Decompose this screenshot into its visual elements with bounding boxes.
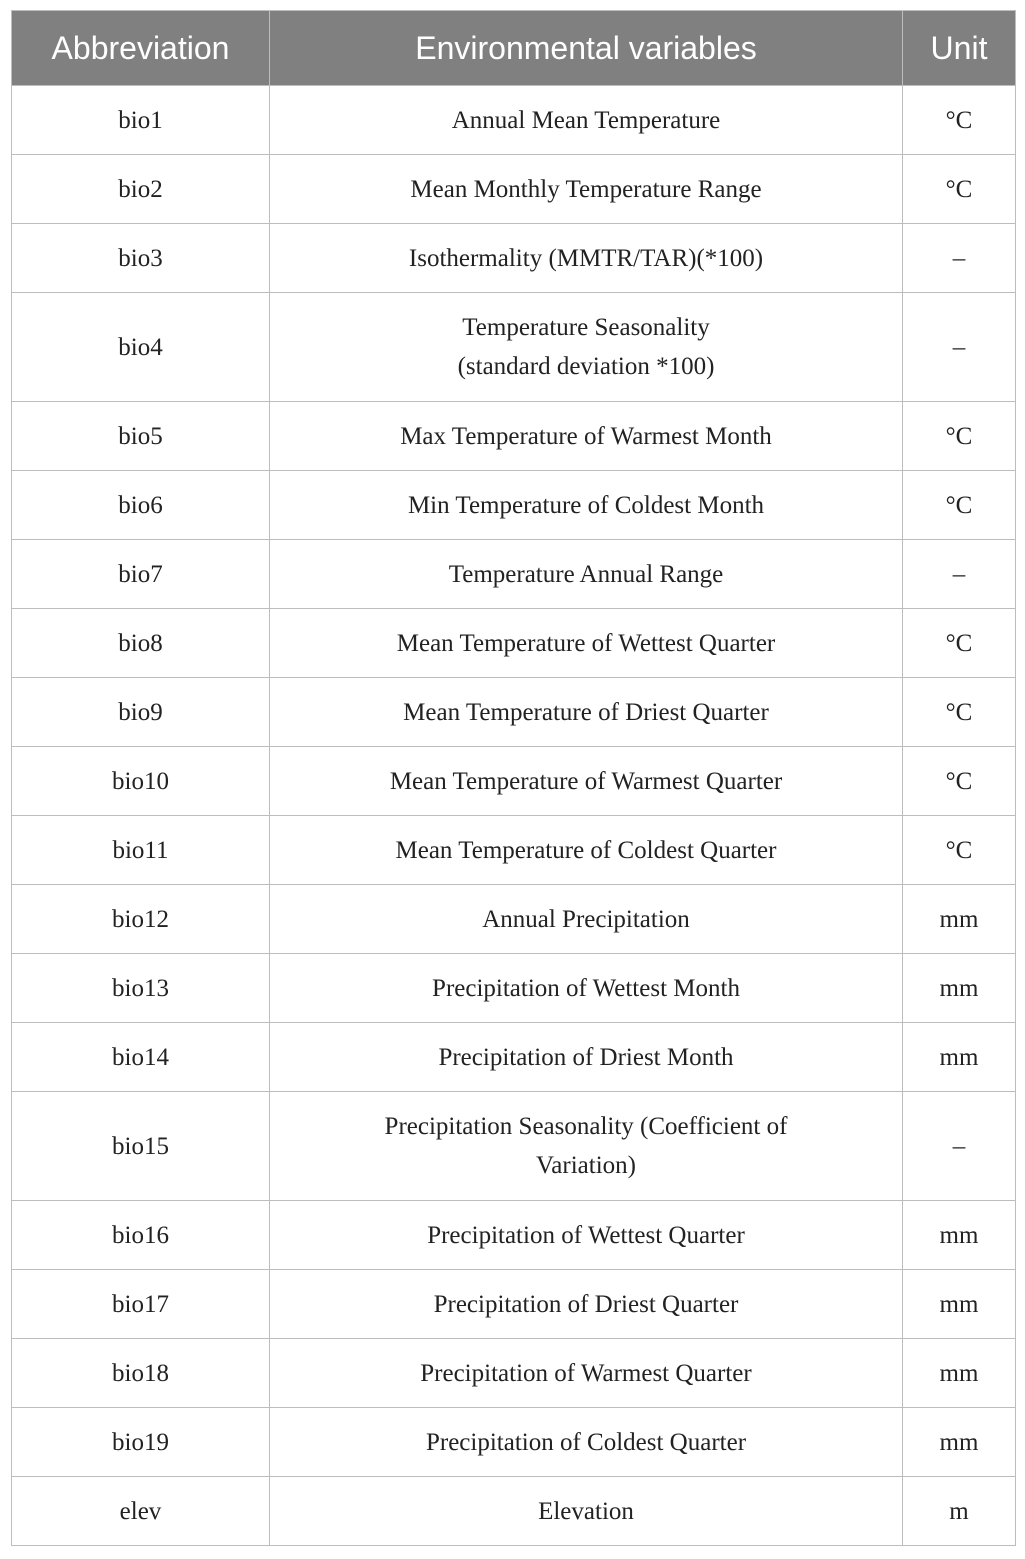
unit-cell: °C bbox=[903, 816, 1016, 885]
unit-cell: mm bbox=[903, 1408, 1016, 1477]
header-row bbox=[12, 11, 1016, 86]
variable-cell: Precipitation of Driest Quarter bbox=[270, 1270, 903, 1339]
abbreviation-cell: bio18 bbox=[12, 1339, 270, 1408]
table-row bbox=[12, 885, 1016, 954]
table-row bbox=[12, 293, 1016, 402]
abbreviation-cell: bio7 bbox=[12, 540, 270, 609]
unit-cell: – bbox=[903, 224, 1016, 293]
unit-cell: mm bbox=[903, 1023, 1016, 1092]
table-row bbox=[12, 678, 1016, 747]
table-row bbox=[12, 1270, 1016, 1339]
table-row bbox=[12, 1408, 1016, 1477]
table-row bbox=[12, 86, 1016, 155]
variable-cell: Precipitation of Driest Month bbox=[270, 1023, 903, 1092]
abbreviation-cell: bio8 bbox=[12, 609, 270, 678]
table-row bbox=[12, 1339, 1016, 1408]
unit-cell: °C bbox=[903, 747, 1016, 816]
variable-cell: Precipitation of Wettest Quarter bbox=[270, 1201, 903, 1270]
header-environmental-variables: Environmental variables bbox=[270, 11, 903, 86]
abbreviation-cell: bio17 bbox=[12, 1270, 270, 1339]
variable-cell: Temperature Annual Range bbox=[270, 540, 903, 609]
variable-cell: Annual Mean Temperature bbox=[270, 86, 903, 155]
abbreviation-cell: bio3 bbox=[12, 224, 270, 293]
header-abbreviation: Abbreviation bbox=[12, 11, 270, 86]
unit-cell: °C bbox=[903, 471, 1016, 540]
abbreviation-cell: bio10 bbox=[12, 747, 270, 816]
abbreviation-cell: bio16 bbox=[12, 1201, 270, 1270]
environmental-variables-table bbox=[11, 10, 1016, 1546]
table-row bbox=[12, 747, 1016, 816]
unit-cell: °C bbox=[903, 86, 1016, 155]
variable-cell: Mean Temperature of Wettest Quarter bbox=[270, 609, 903, 678]
abbreviation-cell: bio15 bbox=[12, 1092, 270, 1201]
variable-cell: Elevation bbox=[270, 1477, 903, 1546]
variable-cell: Temperature Seasonality (standard deviation *100) bbox=[270, 293, 903, 402]
variable-cell: Mean Temperature of Coldest Quarter bbox=[270, 816, 903, 885]
unit-cell: mm bbox=[903, 1339, 1016, 1408]
variable-cell: Isothermality (MMTR/TAR)(*100) bbox=[270, 224, 903, 293]
table-row bbox=[12, 954, 1016, 1023]
unit-cell: mm bbox=[903, 1201, 1016, 1270]
abbreviation-cell: bio4 bbox=[12, 293, 270, 402]
table-row bbox=[12, 816, 1016, 885]
abbreviation-cell: bio12 bbox=[12, 885, 270, 954]
table-row bbox=[12, 1201, 1016, 1270]
table-row bbox=[12, 1477, 1016, 1546]
variable-cell: Precipitation of Warmest Quarter bbox=[270, 1339, 903, 1408]
variable-cell: Precipitation Seasonality (Coefficient of Variation) bbox=[270, 1092, 903, 1201]
abbreviation-cell: bio14 bbox=[12, 1023, 270, 1092]
table-row bbox=[12, 540, 1016, 609]
unit-cell: °C bbox=[903, 678, 1016, 747]
abbreviation-cell: elev bbox=[12, 1477, 270, 1546]
unit-cell: °C bbox=[903, 402, 1016, 471]
unit-cell: – bbox=[903, 293, 1016, 402]
variable-cell: Min Temperature of Coldest Month bbox=[270, 471, 903, 540]
unit-cell: °C bbox=[903, 609, 1016, 678]
table-row bbox=[12, 609, 1016, 678]
variable-cell: Annual Precipitation bbox=[270, 885, 903, 954]
table-row bbox=[12, 224, 1016, 293]
table-row bbox=[12, 1023, 1016, 1092]
unit-cell: °C bbox=[903, 155, 1016, 224]
abbreviation-cell: bio9 bbox=[12, 678, 270, 747]
header-unit: Unit bbox=[903, 11, 1016, 86]
unit-cell: m bbox=[903, 1477, 1016, 1546]
variable-cell: Max Temperature of Warmest Month bbox=[270, 402, 903, 471]
table-row bbox=[12, 1092, 1016, 1201]
variable-cell: Precipitation of Wettest Month bbox=[270, 954, 903, 1023]
table-row bbox=[12, 155, 1016, 224]
unit-cell: mm bbox=[903, 954, 1016, 1023]
unit-cell: – bbox=[903, 1092, 1016, 1201]
abbreviation-cell: bio6 bbox=[12, 471, 270, 540]
abbreviation-cell: bio5 bbox=[12, 402, 270, 471]
abbreviation-cell: bio11 bbox=[12, 816, 270, 885]
abbreviation-cell: bio2 bbox=[12, 155, 270, 224]
abbreviation-cell: bio13 bbox=[12, 954, 270, 1023]
variable-cell: Mean Temperature of Warmest Quarter bbox=[270, 747, 903, 816]
variable-cell: Mean Temperature of Driest Quarter bbox=[270, 678, 903, 747]
abbreviation-cell: bio1 bbox=[12, 86, 270, 155]
unit-cell: – bbox=[903, 540, 1016, 609]
variable-cell: Mean Monthly Temperature Range bbox=[270, 155, 903, 224]
unit-cell: mm bbox=[903, 885, 1016, 954]
variable-cell: Precipitation of Coldest Quarter bbox=[270, 1408, 903, 1477]
abbreviation-cell: bio19 bbox=[12, 1408, 270, 1477]
table-row bbox=[12, 402, 1016, 471]
table-row bbox=[12, 471, 1016, 540]
unit-cell: mm bbox=[903, 1270, 1016, 1339]
